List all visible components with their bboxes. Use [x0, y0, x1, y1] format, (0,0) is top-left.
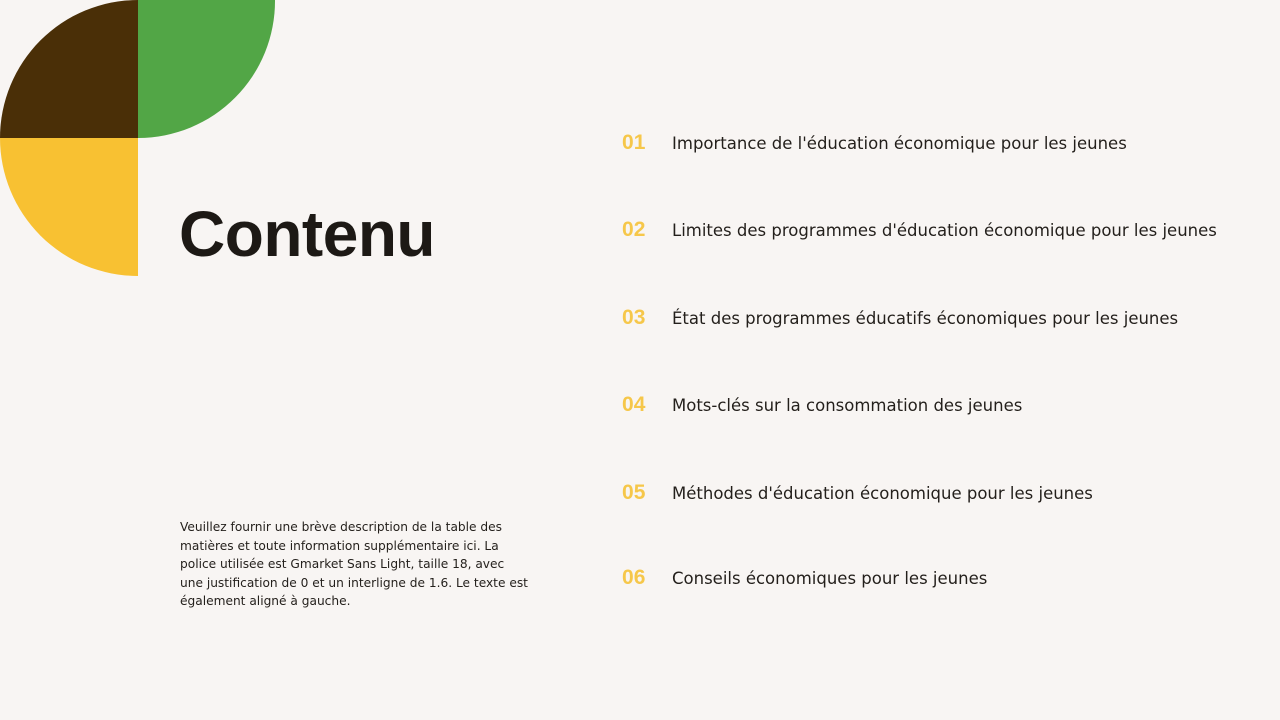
toc-label-5: Méthodes d'éducation économique pour les jeunes: [672, 483, 1093, 503]
toc-label-3: État des programmes éducatifs économiques pour les jeunes: [672, 308, 1179, 328]
page-title: Contenu: [179, 198, 435, 270]
toc-item-2: [622, 215, 1242, 245]
toc-number-3: 03: [622, 306, 646, 329]
green-quarter-circle: [138, 0, 275, 138]
toc-number-5: 05: [622, 481, 646, 504]
toc-item-3: [622, 303, 1242, 333]
yellow-quarter-circle: [0, 138, 138, 276]
brown-quarter-circle: [0, 0, 138, 138]
toc-item-6: [622, 563, 1242, 593]
toc-item-1: [622, 128, 1242, 158]
toc-item-4: [622, 390, 1242, 420]
toc-label-2: Limites des programmes d'éducation économique pour les jeunes: [672, 220, 1217, 240]
toc-number-6: 06: [622, 566, 646, 589]
toc-number-2: 02: [622, 218, 646, 241]
toc-number-4: 04: [622, 393, 646, 416]
toc-label-6: Conseils économiques pour les jeunes: [672, 568, 988, 588]
toc-label-1: Importance de l'éducation économique pour les jeunes: [672, 133, 1127, 153]
toc-item-5: [622, 478, 1242, 508]
toc-label-4: Mots-clés sur la consommation des jeunes: [672, 395, 1023, 415]
table-of-contents-description: Veuillez fournir une brève description de la table des matières et toute information supplémentaire ici. La police utilisée est Gmarket Sans Light, taille 18, avec une justification de 0 et un interligne de 1.6. Le texte est également aligné à gauche.: [180, 520, 528, 609]
toc-number-1: 01: [622, 131, 646, 154]
table-of-contents-list: [622, 0, 1242, 720]
